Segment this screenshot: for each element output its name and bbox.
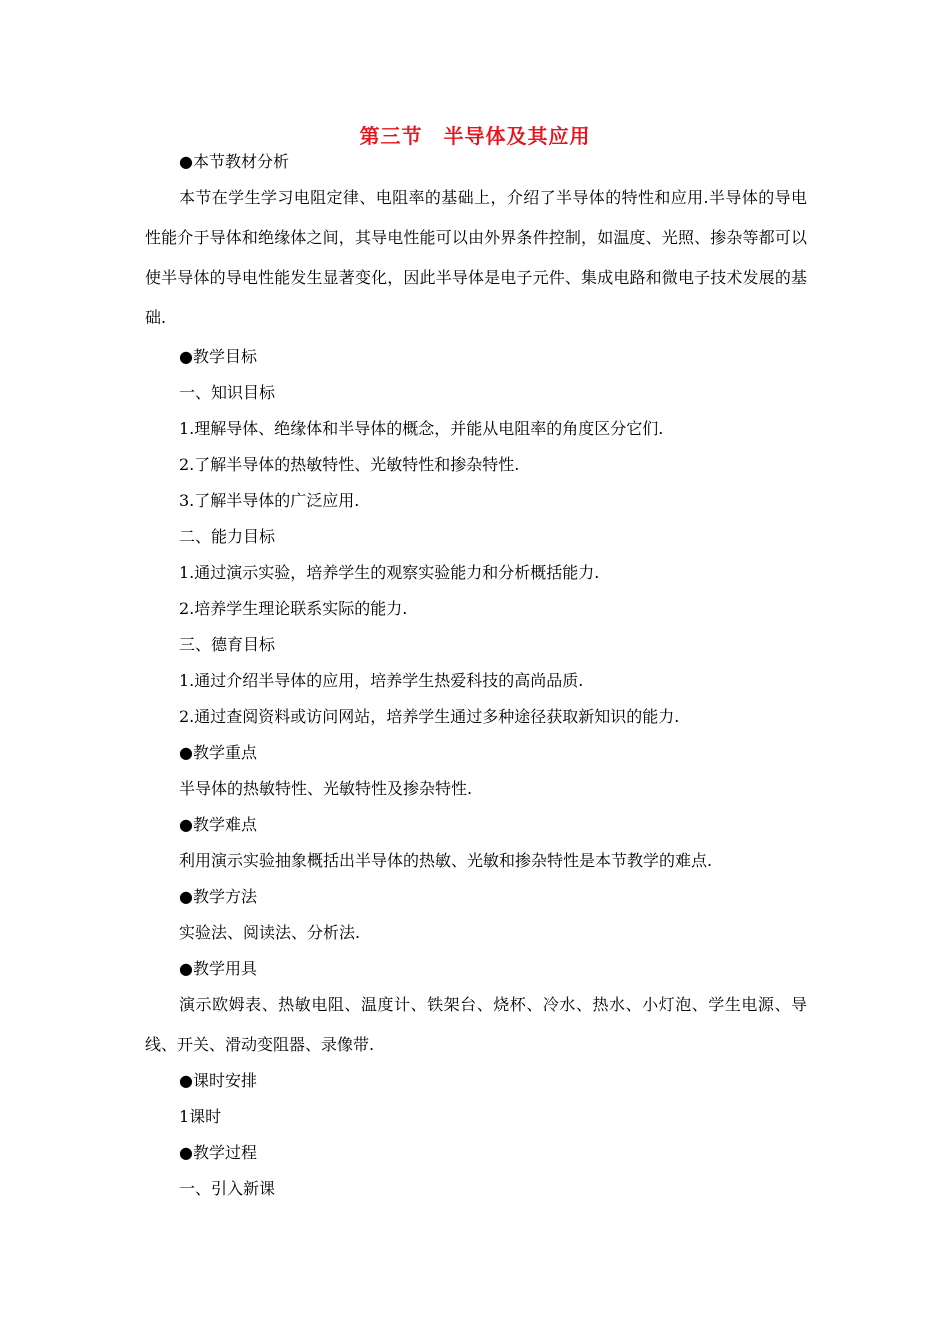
ability-item-2: 2.培养学生理论联系实际的能力. [179,599,408,618]
section-heading-difficulty: ●教学难点 [179,815,257,834]
section-heading-key: ●教学重点 [179,743,257,762]
schedule-text: 1课时 [179,1107,222,1126]
key-text: 半导体的热敏特性、光敏特性及掺杂特性. [179,779,473,798]
section-heading-method: ●教学方法 [179,887,257,906]
subheading-intro: 一、引入新课 [179,1179,276,1198]
moral-item-2: 2.通过查阅资料或访问网站，培养学生通过多种途径获取新知识的能力. [179,707,680,726]
moral-item-1: 1.通过介绍半导体的应用，培养学生热爱科技的高尚品质. [179,671,584,690]
knowledge-item-2: 2.了解半导体的热敏特性、光敏特性和掺杂特性. [179,455,520,474]
section-heading-schedule: ●课时安排 [179,1071,257,1090]
analysis-paragraph: 本节在学生学习电阻定律、电阻率的基础上，介绍了半导体的特性和应用.半导体的导电性能介于导体和绝缘体之间，其导电性能可以由外界条件控制，如温度、光照、掺杂等都可以使半导体的导电性能发生显著变化，因此半导体是电子元件、集成电路和微电子技术发展的基础. [145,188,807,327]
section-heading-tools: ●教学用具 [179,959,257,978]
page-title: 第三节 半导体及其应用 [359,124,591,148]
knowledge-item-1: 1.理解导体、绝缘体和半导体的概念，并能从电阻率的角度区分它们. [179,419,664,438]
section-heading-process: ●教学过程 [179,1143,257,1162]
difficulty-text: 利用演示实验抽象概括出半导体的热敏、光敏和掺杂特性是本节教学的难点. [179,851,713,870]
section-heading-analysis: ●本节教材分析 [179,152,289,171]
tools-paragraph: 演示欧姆表、热敏电阻、温度计、铁架台、烧杯、冷水、热水、小灯泡、学生电源、导线、开关、滑动变阻器、录像带. [145,995,807,1054]
ability-item-1: 1.通过演示实验，培养学生的观察实验能力和分析概括能力. [179,563,600,582]
knowledge-item-3: 3.了解半导体的广泛应用. [179,491,360,510]
subheading-ability: 二、能力目标 [179,527,276,546]
method-text: 实验法、阅读法、分析法. [179,923,361,942]
section-heading-goals: ●教学目标 [179,347,257,366]
subheading-moral: 三、德育目标 [179,635,276,654]
subheading-knowledge: 一、知识目标 [179,383,276,402]
